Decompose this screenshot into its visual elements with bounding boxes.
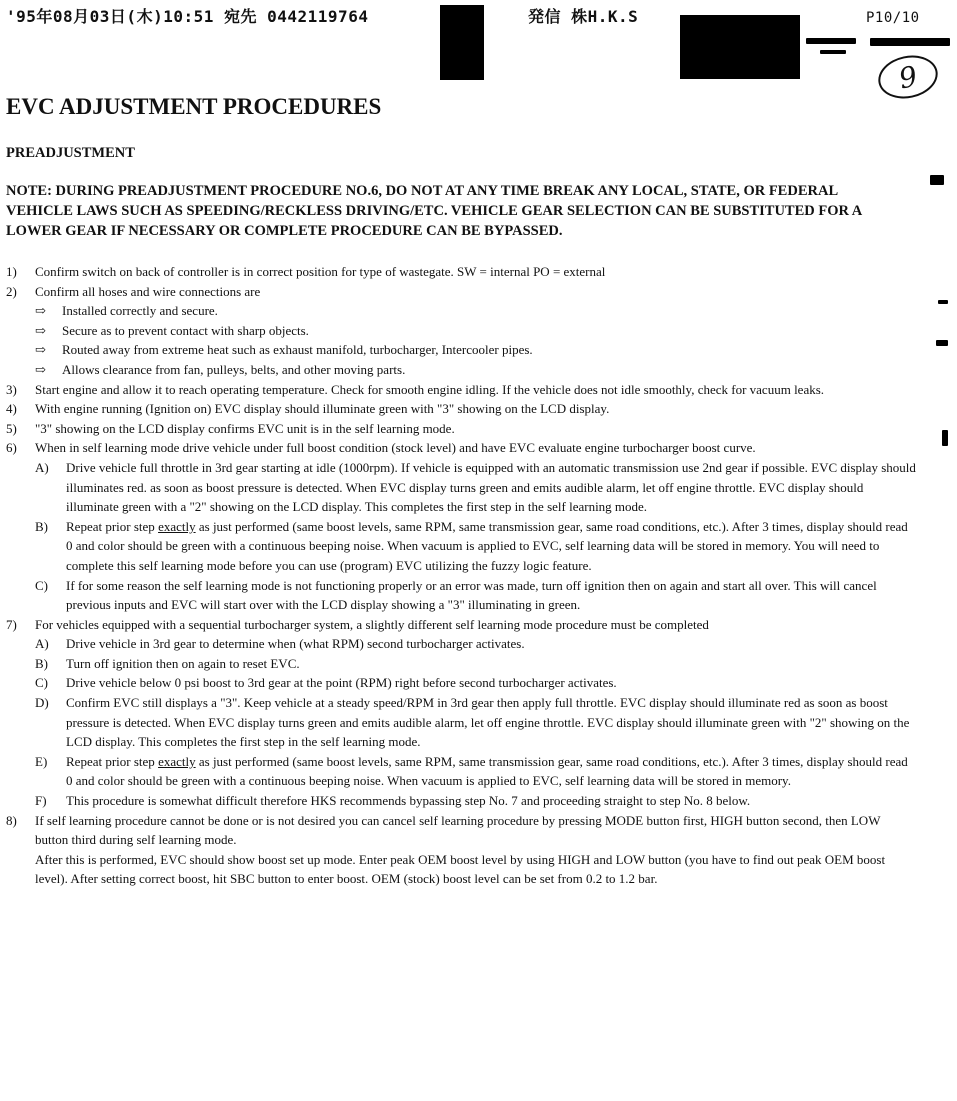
step-number: 7) [6,616,17,632]
sub-step-letter: E) [35,753,48,769]
section-heading: PREADJUSTMENT [6,145,135,161]
step-text-continued: After this is performed, EVC should show boost set up mode. Enter peak OEM boost level by using HIGH and LOW button (you have to find out peak OEM boost level). After setting correct boost, hit SBC button to enter boost. OEM (stock) boost level can be set from 0.2 to 1.2 bar. [35,851,886,887]
arrow-icon: ⇨ [35,361,46,377]
scan-noise [936,340,948,346]
step-number: 6) [6,440,17,456]
arrow-icon: ⇨ [35,303,46,319]
procedure-step [6,419,916,439]
sub-step-text: Turn off ignition then on again to reset EVC. [66,655,300,671]
safety-note: NOTE: DURING PREADJUSTMENT PROCEDURE NO.6, DO NOT AT ANY TIME BREAK ANY LOCAL, STATE, OR FEDERAL VEHICLE LAWS SUCH AS SPEEDING/RECKLESS DRIVING/ETC. VEHICLE GEAR SELECTION CAN BE SUBSTITUTED FOR A LOWER GEAR IF NECESSARY OR COMPLETE PROCEDURE CAN BE BYPASSED. [6,183,862,239]
sub-step-letter: F) [35,793,47,809]
sub-step-letter: A) [35,459,49,475]
sub-step [35,673,916,693]
page-title: EVC ADJUSTMENT PROCEDURES [6,94,382,119]
sub-step-letter: D) [35,695,49,711]
arrow-icon: ⇨ [35,322,46,338]
handwritten-circled-number: 9 [874,50,941,104]
sub-step-text [66,752,916,791]
scan-noise [938,300,948,304]
sub-step-letter: B) [35,518,48,534]
sub-step-letter: C) [35,577,48,593]
sub-step [35,693,916,752]
list-item [6,360,916,380]
procedure-step [6,282,916,302]
sub-step-text [66,517,916,576]
sub-step [35,634,916,654]
sub-step [35,654,916,674]
sub-step-text-pre: Repeat prior step [66,753,159,769]
sub-step [35,458,916,517]
arrow-icon: ⇨ [35,342,46,358]
scan-noise [930,175,944,185]
fax-page-number: P10/10 [866,10,920,26]
procedure-step [6,399,916,419]
sub-step-text-pre: Repeat prior step [66,518,159,534]
sub-step-text-rest: as just performed (same boost levels, same RPM, same transmission gear, same road conditions, etc.). After 3 times, display should read 0 and color should be green with a continuous beeping noise. When vacuum is applied to EVC, self learning data will be stored in memory. [66,753,908,789]
redaction-block-left [440,5,484,80]
sub-step-letter: A) [35,636,49,652]
emphasis-exactly: exactly [158,753,196,769]
step-text: Start engine and allow it to reach operating temperature. Check for smooth engine idling. If the vehicle does not idle smoothly, check for vacuum leaks. [35,381,825,397]
sub-step [35,791,916,811]
sub-step-letter: B) [35,655,48,671]
list-item [6,321,916,341]
step-number: 5) [6,420,17,436]
step-text: If self learning procedure cannot be done or is not desired you can cancel self learning procedure by pressing MODE button first, HIGH button second, then LOW button third during self learning mode. [35,812,881,848]
bullet-text: Secure as to prevent contact with sharp objects. [62,322,309,338]
procedure-step [6,380,916,400]
sub-step-text: Drive vehicle full throttle in 3rd gear starting at idle (1000rpm). If vehicle is equipped with an automatic transmission use 2nd gear if possible. EVC display should illuminates red. as soon as boost pressure is detected. When EVC display turns green and emits audible alarm, let off engine throttle. EVC display should illuminate green with a "2" showing on the LCD display. This completes the first step in the self learning mode. [66,459,916,515]
step-text: When in self learning mode drive vehicle under full boost condition (stock level) and have EVC evaluate engine turbocharger boost curve. [35,440,756,456]
sub-step-text: Drive vehicle in 3rd gear to determine when (what RPM) second turbocharger activates. [66,636,525,652]
procedure-list [6,262,916,889]
sub-step-text-rest: as just performed (same boost levels, same RPM, same transmission gear, same road conditions, etc.). After 3 times, display should read 0 and color should be green with a continuous beeping noise. When vacuum is applied to EVC, self learning data will be stored in memory. You will need to complete this self learning mode before you can use (program) EVC utilizing the fuzzy logic feature. [66,518,908,573]
redaction-block-right [680,15,800,79]
fax-header-sender: 発信 株H.K.S [528,7,639,26]
step-text: Confirm all hoses and wire connections are [35,283,261,299]
sub-step [35,517,916,576]
sub-step [35,752,916,791]
bullet-text: Installed correctly and secure. [62,303,218,319]
bullet-text: Allows clearance from fan, pulleys, belts, and other moving parts. [62,361,406,377]
step-text: Confirm switch on back of controller is in correct position for type of wastegate. SW = internal PO = external [35,264,606,279]
fax-header-left: '95年08月03日(木)10:51 宛先 0442119764 [6,7,369,26]
step-text: For vehicles equipped with a sequential turbocharger system, a slightly different self learning mode procedure must be completed [35,616,709,632]
sub-step-text: Drive vehicle below 0 psi boost to 3rd gear at the point (RPM) right before second turbocharger activates. [66,675,617,691]
sub-step-text: If for some reason the self learning mode is not functioning properly or an error was made, turn off ignition then on again and start all over. This will cancel previous inputs and EVC will start over with the LCD display showing a "3" illuminating in green. [66,577,877,613]
scan-noise [870,38,950,46]
step-number: 8) [6,812,17,828]
list-item [6,340,916,360]
scan-noise [942,430,948,446]
scan-noise [806,38,856,44]
sub-step [35,576,916,615]
emphasis-exactly: exactly [158,518,196,534]
step-number: 3) [6,381,17,397]
procedure-step [6,438,916,614]
step-text: With engine running (Ignition on) EVC display should illuminate green with "3" showing on the LCD display. [35,401,610,417]
step-number: 1) [6,264,17,279]
procedure-step [6,262,916,282]
procedure-step [6,615,916,811]
bullet-text: Routed away from extreme heat such as exhaust manifold, turbocharger, Intercooler pipes. [62,342,533,358]
sub-step-text: This procedure is somewhat difficult therefore HKS recommends bypassing step No. 7 and proceeding straight to step No. 8 below. [66,793,751,809]
sub-step-text: Confirm EVC still displays a "3". Keep vehicle at a steady speed/RPM in 3rd gear then apply full throttle. EVC display should illuminate red as soon as boost pressure is detected. When EVC display turns green and emits audible alarm, let off engine throttle. EVC display should illuminate green with "2" showing on the LCD display. This completes the first step in the self learning mode. [66,695,910,750]
step-number: 4) [6,401,17,417]
procedure-step [6,811,916,889]
step-number: 2) [6,283,17,299]
list-item [6,301,916,321]
step-text: "3" showing on the LCD display confirms EVC unit is in the self learning mode. [35,420,455,436]
sub-step-letter: C) [35,675,48,691]
scan-noise [820,50,846,54]
